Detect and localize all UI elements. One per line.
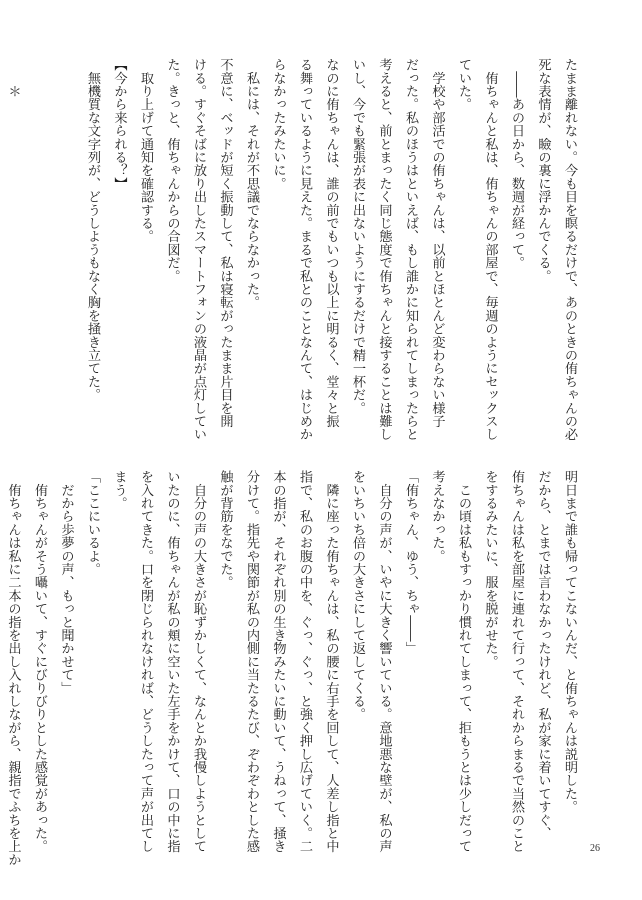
text-line-upper: [26, 58, 53, 430]
text-line-lower: をいちいち倍の大きさにして返してくる。: [350, 470, 365, 721]
text-line-lower: 明日まで誰も帰ってこないんだ、と侑ちゃんは説明した。: [562, 470, 577, 814]
text-line-upper: だった。私のほうはといえば、もし誰かに知られてしまったらと: [403, 58, 418, 441]
text-line-lower: 分けて。指先や関節が私の内側に当たるたび、ぞわぞわとした感: [244, 470, 259, 853]
text-line-lower: 指で、私のお腹の中を、ぐっ、ぐっ、と強く押し広げていく。二: [297, 470, 312, 853]
text-line-upper: [52, 58, 79, 430]
text-line-lower: 考えなかった。: [429, 470, 445, 563]
text-line-upper: たまま離れない。今も目を瞑るだけで、あのときの侑ちゃんの必: [562, 58, 577, 441]
text-line-upper: 死な表情が、瞼の裏に浮かんでくる。: [535, 58, 551, 283]
text-line-lower: この頃は私もすっかり慣れてしまって、拒もうとは少しだって: [456, 470, 471, 853]
text-line-lower: をするみたいに、服を脱がせた。: [482, 470, 498, 668]
text-line-upper: 考えると、前とまったく同じ態度で侑ちゃんと接することは難し: [376, 58, 392, 441]
text-line-lower: 自分の声が、いやに大きく響いている。意地悪な壁が、私の声: [376, 470, 392, 853]
text-line-lower: 侑ちゃんは私を部屋に連れて行って、それからまるで当然のこと: [509, 470, 524, 853]
text-line-upper: 無機質な文字列が、どうしようもなく胸を掻き立てた。: [85, 58, 100, 402]
text-line-upper: 学校や部活での侑ちゃんは、以前とほとんど変わらない様子: [429, 58, 445, 428]
text-line-upper: いし、今でも緊張が表に出ないようにするだけで精一杯だ。: [350, 58, 365, 415]
text-line-lower: 侑ちゃんがそう囁いて、すぐにびりびりとした感覚があった。: [32, 470, 47, 853]
text-line-upper: ＊: [5, 58, 21, 98]
text-line-lower: 隣に座った侑ちゃんは、私の腰に右手を回して、人差し指と中: [323, 470, 339, 853]
page-number: 26: [590, 843, 600, 854]
text-line-upper: 【今から来られる？】: [111, 58, 127, 190]
text-line-lower: 「ここにいるよ。: [85, 470, 100, 576]
text-line-upper: ける。すぐそばに放り出したスマートフォンの液晶が点灯してい: [191, 58, 206, 441]
text-line-lower: 本の指が、それぞれ別の生き物みたいに動いて、うねって、掻き: [270, 470, 286, 853]
text-line-upper: 不意に、ベッドが短く振動して、私は寝転がったまま片目を開: [217, 58, 233, 428]
text-line-lower: 触が背筋をなでた。: [217, 470, 233, 589]
text-line-upper: 私には、それが不思議でならなかった。: [244, 58, 259, 309]
text-line-upper: ――あの日から、数週が経って。: [509, 58, 524, 270]
text-line-upper: 取り上げて通知を確認する。: [138, 58, 153, 243]
text-line-lower: 自分の声の大きさが恥ずかしくて、なんとか我慢しようとして: [191, 470, 206, 853]
text-line-upper: らなかったみたいに。: [270, 58, 286, 190]
text-line-lower: 侑ちゃんは私に二本の指を出し入れしながら、親指でふちを上か: [5, 470, 21, 866]
text-line-lower: 「侑ちゃん、ゆう、ちゃ――」: [403, 470, 418, 655]
text-line-lower: いたのに、侑ちゃんが私の頬に空いた左手をかけて、口の中に指: [164, 470, 180, 853]
text-line-lower: まう。: [111, 470, 127, 510]
text-block-upper: [5, 58, 582, 441]
text-line-lower: だから、とまでは言わなかったけれど、私が家に着いてすぐ、: [535, 470, 551, 840]
text-line-upper: ていた。: [456, 58, 471, 111]
text-line-upper: 侑ちゃんと私は、侑ちゃんの部屋で、毎週のようにセックスし: [482, 58, 498, 441]
text-line-lower: を入れてきた。口を閉じられなければ、どうしたって声が出てし: [138, 470, 153, 853]
text-block-lower: [5, 470, 582, 866]
text-line-upper: た。きっと、侑ちゃんからの合図だ。: [164, 58, 180, 283]
text-line-upper: る舞っているように見えた。まるで私とのことなんて、はじめか: [297, 58, 312, 441]
text-line-lower: だから歩夢の声、もっと聞かせて」: [58, 470, 74, 695]
text-line-upper: なのに侑ちゃんは、誰の前でもいつも以上に明るく、堂々と振: [323, 58, 339, 428]
